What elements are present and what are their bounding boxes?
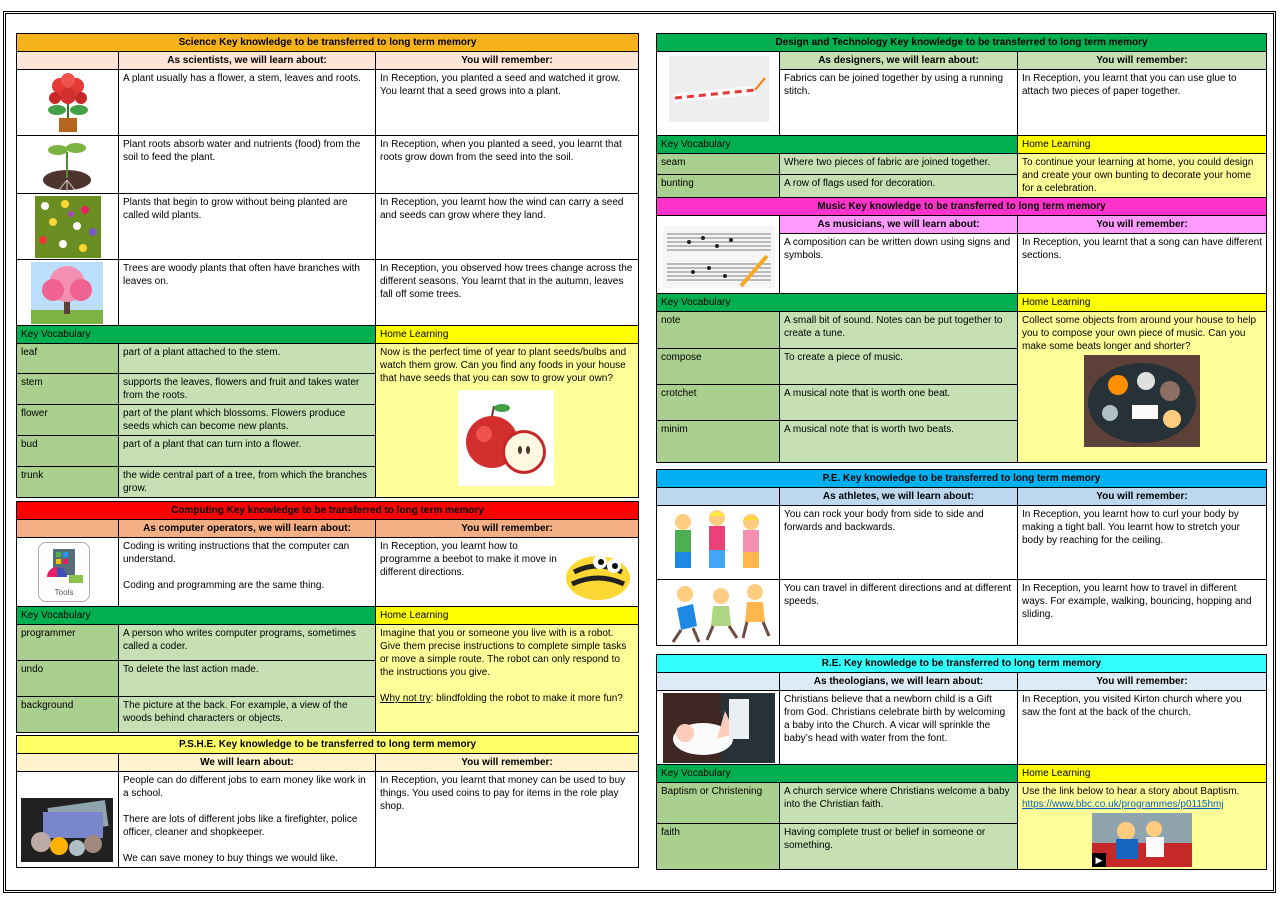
computing-why-not-try xyxy=(380,692,634,705)
re-learn: Christians believe that a newborn child is a Gift from God. Christians celebrate birth by welcoming a baby into the Church. A vicar will sprinkle the baby’s head with water from the font. xyxy=(780,691,1018,765)
science-remember-3: In Reception, you learnt how the wind can carry a seed and seeds can grow where they land. xyxy=(376,194,639,260)
computing-home-heading: Home Learning xyxy=(376,607,639,625)
pe-remember-heading: You will remember: xyxy=(1018,488,1267,506)
music-title: Music Key knowledge to be transferred to long term memory xyxy=(657,198,1267,216)
computing-remember xyxy=(376,538,639,607)
pe-title: P.E. Key knowledge to be transferred to long term memory xyxy=(657,470,1267,488)
computing-title: Computing Key knowledge to be transferred to long term memory xyxy=(17,502,639,520)
re-home-text: Use the link below to hear a story about Baptism. xyxy=(1022,786,1240,797)
pshe-title: P.S.H.E. Key knowledge to be transferred to long term memory xyxy=(17,736,639,754)
vocab-definition: Where two pieces of fabric are joined together. xyxy=(780,154,1018,175)
dt-vocab-heading: Key Vocabulary xyxy=(657,136,1018,154)
vocab-word: crotchet xyxy=(657,385,780,421)
vocab-word: undo xyxy=(17,661,119,697)
beebot-picture xyxy=(564,542,632,602)
wild-flowers-picture xyxy=(17,194,119,260)
vocab-definition: A church service where Christians welcome a baby into the Christian faith. xyxy=(780,783,1018,824)
computing-home-learning xyxy=(376,625,639,733)
vocab-definition: A small bit of sound. Notes can be put together to create a tune. xyxy=(780,312,1018,349)
re-learn-heading: As theologians, we will learn about: xyxy=(780,673,1018,691)
pshe-learn-3: We can save money to buy things we would like. xyxy=(123,853,338,864)
music-remember-heading: You will remember: xyxy=(1018,216,1267,234)
vocab-word: faith xyxy=(657,824,780,870)
re-home-heading: Home Learning xyxy=(1018,765,1267,783)
tools-label: Tools xyxy=(54,588,74,597)
bbc-baptism-link[interactable]: https://www.bbc.co.uk/programmes/p0115hmj xyxy=(1022,799,1224,810)
why-not-try-label: Why not try xyxy=(380,693,431,704)
re-title: R.E. Key knowledge to be transferred to long term memory xyxy=(657,655,1267,673)
vocab-word: bud xyxy=(17,436,119,467)
seedling-roots-picture xyxy=(17,136,119,194)
money-picture xyxy=(17,772,119,868)
vocab-word: flower xyxy=(17,405,119,436)
vocab-word: Baptism or Christening xyxy=(657,783,780,824)
video-still-picture xyxy=(1092,813,1192,867)
vocab-definition: The picture at the back. For example, a view of the woods behind characters or objects. xyxy=(119,697,376,733)
why-not-try-text: : blindfolding the robot to make it more fun? xyxy=(430,693,623,704)
computing-vocab-heading: Key Vocabulary xyxy=(17,607,376,625)
vocab-word: note xyxy=(657,312,780,349)
red-flower-plant-picture xyxy=(17,70,119,136)
baptism-picture xyxy=(657,691,780,765)
pe-learn-1: You can rock your body from side to side and forwards and backwards. xyxy=(780,506,1018,580)
vocab-definition: Having complete trust or belief in someone or something. xyxy=(780,824,1018,870)
science-learn-1: A plant usually has a flower, a stem, leaves and roots. xyxy=(119,70,376,136)
dt-home-learning: To continue your learning at home, you could design and create your own bunting to decorate your home for a celebration. xyxy=(1018,154,1267,198)
science-home-text: Now is the perfect time of year to plant seeds/bulbs and watch them grow. Can you find any foods in your house that have seeds that you can sow to grow your own? xyxy=(380,347,627,384)
computing-table xyxy=(16,501,639,733)
science-table xyxy=(16,33,639,498)
science-title: Science Key knowledge to be transferred to long term memory xyxy=(17,34,639,52)
science-home-learning xyxy=(376,344,639,498)
tools-app-picture xyxy=(17,538,119,607)
dt-title: Design and Technology Key knowledge to be transferred to long term memory xyxy=(657,34,1267,52)
re-remember: In Reception, you visited Kirton church where you saw the font at the back of the church. xyxy=(1018,691,1267,765)
vocab-definition: A person who writes computer programs, sometimes called a coder. xyxy=(119,625,376,661)
pshe-remember-heading: You will remember: xyxy=(376,754,639,772)
dt-learn: Fabrics can be joined together by using a running stitch. xyxy=(780,70,1018,136)
music-table xyxy=(656,197,1267,463)
music-home-learning xyxy=(1018,312,1267,463)
pshe-learn-2: There are lots of different jobs like a firefighter, police officer, cleaner and shopkeeper. xyxy=(123,814,358,838)
apple-picture xyxy=(458,390,554,486)
vocab-word: seam xyxy=(657,154,780,175)
pe-table xyxy=(656,469,1267,646)
pshe-table xyxy=(16,735,639,868)
music-learn-heading: As musicians, we will learn about: xyxy=(780,216,1018,234)
pe-learn-heading: As athletes, we will learn about: xyxy=(780,488,1018,506)
blossom-tree-picture xyxy=(17,260,119,326)
vocab-word: programmer xyxy=(17,625,119,661)
vocab-word: background xyxy=(17,697,119,733)
science-learn-2: Plant roots absorb water and nutrients (food) from the soil to feed the plant. xyxy=(119,136,376,194)
pe-remember-1: In Reception, you learnt how to curl your body by making a tight ball. You learnt how to stretch your body by reaching for the ceiling. xyxy=(1018,506,1267,580)
computing-learn-1: Coding is writing instructions that the computer can understand. xyxy=(123,541,350,565)
science-learn-4: Trees are woody plants that often have branches with leaves on. xyxy=(119,260,376,326)
vocab-word: compose xyxy=(657,349,780,385)
vocab-definition: supports the leaves, flowers and fruit and takes water from the roots. xyxy=(119,374,376,405)
vocab-word: leaf xyxy=(17,344,119,374)
music-home-text: Collect some objects from around your house to help you to compose your own piece of music. Can you make some beats longer and shorter? xyxy=(1022,315,1257,352)
science-remember-4: In Reception, you observed how trees change across the different seasons. You learnt that in the autumn, leaves fall off some trees. xyxy=(376,260,639,326)
baptism-video-thumbnail[interactable] xyxy=(1092,813,1192,867)
vocab-definition: To delete the last action made. xyxy=(119,661,376,697)
vocab-word: stem xyxy=(17,374,119,405)
music-score-picture xyxy=(657,216,780,294)
vocab-definition: part of a plant attached to the stem. xyxy=(119,344,376,374)
vocab-definition: To create a piece of music. xyxy=(780,349,1018,385)
computing-learn-2: Coding and programming are the same thing. xyxy=(123,580,325,591)
pshe-remember: In Reception, you learnt that money can be used to buy things. You used coins to pay for items in the role play shop. xyxy=(376,772,639,868)
re-table xyxy=(656,654,1267,870)
science-remember-1: In Reception, you planted a seed and watched it grow. You learnt that a seed grows into a plant. xyxy=(376,70,639,136)
running-stitch-picture xyxy=(657,52,780,136)
vocab-word: minim xyxy=(657,421,780,463)
vocab-definition: part of the plant which blossoms. Flowers produce seeds which can become new plants. xyxy=(119,405,376,436)
dt-home-heading: Home Learning xyxy=(1018,136,1267,154)
music-home-heading: Home Learning xyxy=(1018,294,1267,312)
music-learn: A composition can be written down using signs and symbols. xyxy=(780,234,1018,294)
computing-learn-heading: As computer operators, we will learn about: xyxy=(119,520,376,538)
dt-learn-heading: As designers, we will learn about: xyxy=(780,52,1018,70)
computing-remember-text: In Reception, you learnt how to programme a beebot to make it move in different directions. xyxy=(380,541,557,578)
dt-remember: In Reception, you learnt that you can use glue to attach two pieces of paper together. xyxy=(1018,70,1267,136)
re-vocab-heading: Key Vocabulary xyxy=(657,765,1018,783)
computing-remember-heading: You will remember: xyxy=(376,520,639,538)
computing-home-text: Imagine that you or someone you live with is a robot. Give them precise instructions to complete simple tasks or move a simple route. The robot can only respond to the instructions you give. xyxy=(380,628,627,678)
computing-learn xyxy=(119,538,376,607)
dt-table xyxy=(656,33,1267,198)
vocab-definition: A musical note that is worth two beats. xyxy=(780,421,1018,463)
pe-learn-2: You can travel in different directions and at different speeds. xyxy=(780,580,1018,646)
science-learn-3: Plants that begin to grow without being planted are called wild plants. xyxy=(119,194,376,260)
pshe-learn-heading: We will learn about: xyxy=(119,754,376,772)
tools-app-icon xyxy=(38,542,90,602)
vocab-definition: the wide central part of a tree, from which the branches grow. xyxy=(119,467,376,498)
vocab-definition: A musical note that is worth one beat. xyxy=(780,385,1018,421)
music-vocab-heading: Key Vocabulary xyxy=(657,294,1018,312)
music-remember: In Reception, you learnt that a song can have different sections. xyxy=(1018,234,1267,294)
science-remember-2: In Reception, when you planted a seed, you learnt that roots grow down from the seed into the soil. xyxy=(376,136,639,194)
science-learn-heading: As scientists, we will learn about: xyxy=(119,52,376,70)
re-remember-heading: You will remember: xyxy=(1018,673,1267,691)
vocab-definition: A row of flags used for decoration. xyxy=(780,175,1018,198)
re-home-learning xyxy=(1018,783,1267,870)
children-dancing-picture xyxy=(657,580,780,646)
pshe-learn-1: People can do different jobs to earn money like work in a school. xyxy=(123,775,366,799)
play-icon[interactable]: ▶ xyxy=(1092,853,1106,867)
dt-remember-heading: You will remember: xyxy=(1018,52,1267,70)
science-remember-heading: You will remember: xyxy=(376,52,639,70)
vocab-word: trunk xyxy=(17,467,119,498)
pshe-learn xyxy=(119,772,376,868)
children-jumping-picture xyxy=(657,506,780,580)
vocab-word: bunting xyxy=(657,175,780,198)
household-objects-picture xyxy=(1084,355,1200,447)
vocab-definition: part of a plant that can turn into a flower. xyxy=(119,436,376,467)
pe-remember-2: In Reception, you learnt how to travel in different ways. For example, walking, bouncing, hopping and sliding. xyxy=(1018,580,1267,646)
science-vocab-heading: Key Vocabulary xyxy=(17,326,376,344)
science-home-heading: Home Learning xyxy=(376,326,639,344)
